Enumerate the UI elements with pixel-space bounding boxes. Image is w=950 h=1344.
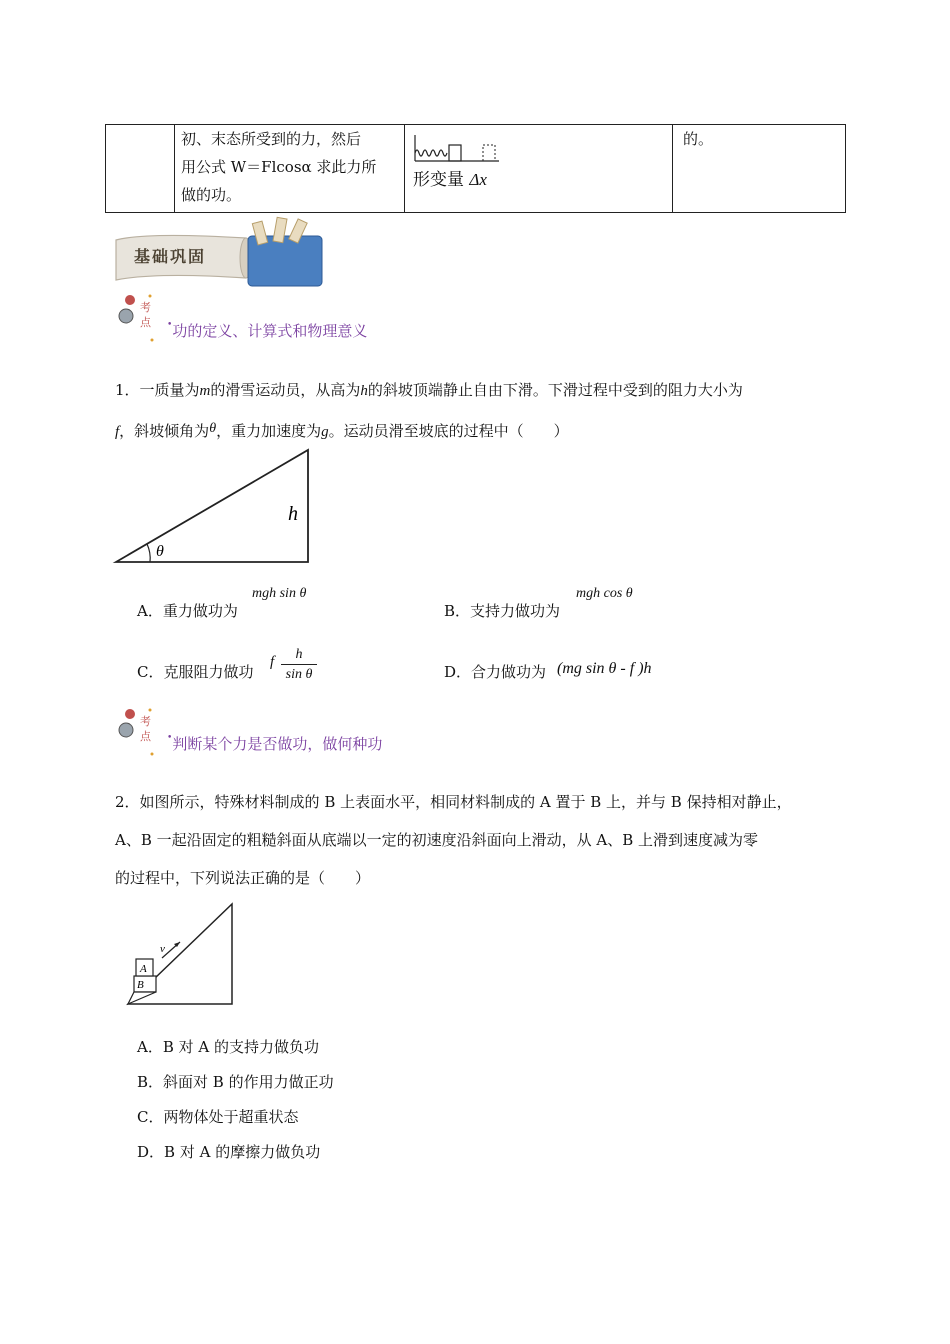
q1-option-c-fraction bbox=[281, 646, 317, 685]
q1-option-a-formula: mgh sin θ bbox=[252, 586, 307, 601]
q2-line: 2．如图所示，特殊材料制成的 B 上表面水平，相同材料制成的 A 置于 B 上，并与 B 保持相对静止， bbox=[115, 793, 792, 811]
q1-option-a: A．重力做功为 bbox=[137, 602, 238, 620]
table-cell-note bbox=[673, 125, 846, 213]
q2-option-b: B．斜面对 B 的作用力做正功 bbox=[137, 1073, 334, 1091]
q2-stem bbox=[115, 783, 850, 897]
delta-x: Δx bbox=[469, 170, 487, 189]
section-title-1: •功的定义、计算式和物理意义 bbox=[167, 320, 368, 340]
q2-option-d: D．B 对 A 的摩擦力做负功 bbox=[137, 1143, 321, 1161]
table-line: 用公式 W＝Flcosα 求此力所 bbox=[181, 158, 377, 176]
table-note: 的。 bbox=[683, 130, 714, 148]
table-cell-spring bbox=[405, 125, 673, 213]
section-title-2: •判断某个力是否做功，做何种功 bbox=[167, 733, 383, 753]
label-a: A bbox=[140, 963, 147, 975]
q1-option-b: B．支持力做功为 bbox=[444, 602, 561, 620]
q1-option-d-formula: (mg sin θ - f )h bbox=[557, 660, 652, 677]
kaodian-label: 考点 bbox=[140, 715, 151, 743]
label-v: v bbox=[160, 943, 165, 955]
fraction-numerator: h bbox=[295, 647, 303, 662]
table-cell-method bbox=[175, 125, 405, 213]
table-line: 初、末态所受到的力，然后 bbox=[181, 130, 362, 148]
q2-option-c: C．两物体处于超重状态 bbox=[137, 1108, 299, 1126]
q1-incline-figure bbox=[110, 446, 320, 568]
label-theta: θ bbox=[156, 543, 164, 560]
banner-title: 基础巩固 bbox=[134, 247, 207, 266]
q2-line: A、B 一起沿固定的粗糙斜面从底端以一定的初速度沿斜面向上滑动，从 A、B 上滑到速度减为零 bbox=[115, 831, 759, 849]
table-line: 做的功。 bbox=[181, 186, 242, 204]
q1-line1: 1．一质量为m的滑雪运动员，从高为h的斜坡顶端静止自由下滑。下滑过程中受到的阻力大小为 bbox=[115, 381, 743, 399]
q2-line: 的过程中，下列说法正确的是（ ） bbox=[115, 869, 371, 887]
q2-incline-figure bbox=[120, 900, 236, 1010]
q1-option-d: D．合力做功为 bbox=[444, 663, 547, 681]
definition-table bbox=[105, 124, 846, 213]
q1-stem bbox=[115, 371, 845, 451]
label-h: h bbox=[288, 503, 298, 525]
kaodian-badge bbox=[116, 704, 156, 760]
q1-option-c: C．克服阻力做功 bbox=[137, 663, 254, 681]
q1-option-b-formula: mgh cos θ bbox=[576, 586, 633, 601]
section-banner bbox=[110, 216, 325, 288]
spring-caption: 形变量 Δx bbox=[413, 170, 487, 190]
q2-option-a: A．B 对 A 的支持力做负功 bbox=[137, 1038, 320, 1056]
label-b: B bbox=[137, 979, 144, 991]
q1-option-c-f: f bbox=[270, 654, 275, 670]
q1-line2: f，斜坡倾角为θ，重力加速度为g。运动员滑至坡底的过程中（ ） bbox=[115, 421, 569, 440]
kaodian-badge bbox=[116, 290, 156, 346]
kaodian-label: 考点 bbox=[140, 301, 151, 329]
table-cell-empty bbox=[106, 125, 175, 213]
fraction-denominator: sin θ bbox=[281, 664, 317, 685]
